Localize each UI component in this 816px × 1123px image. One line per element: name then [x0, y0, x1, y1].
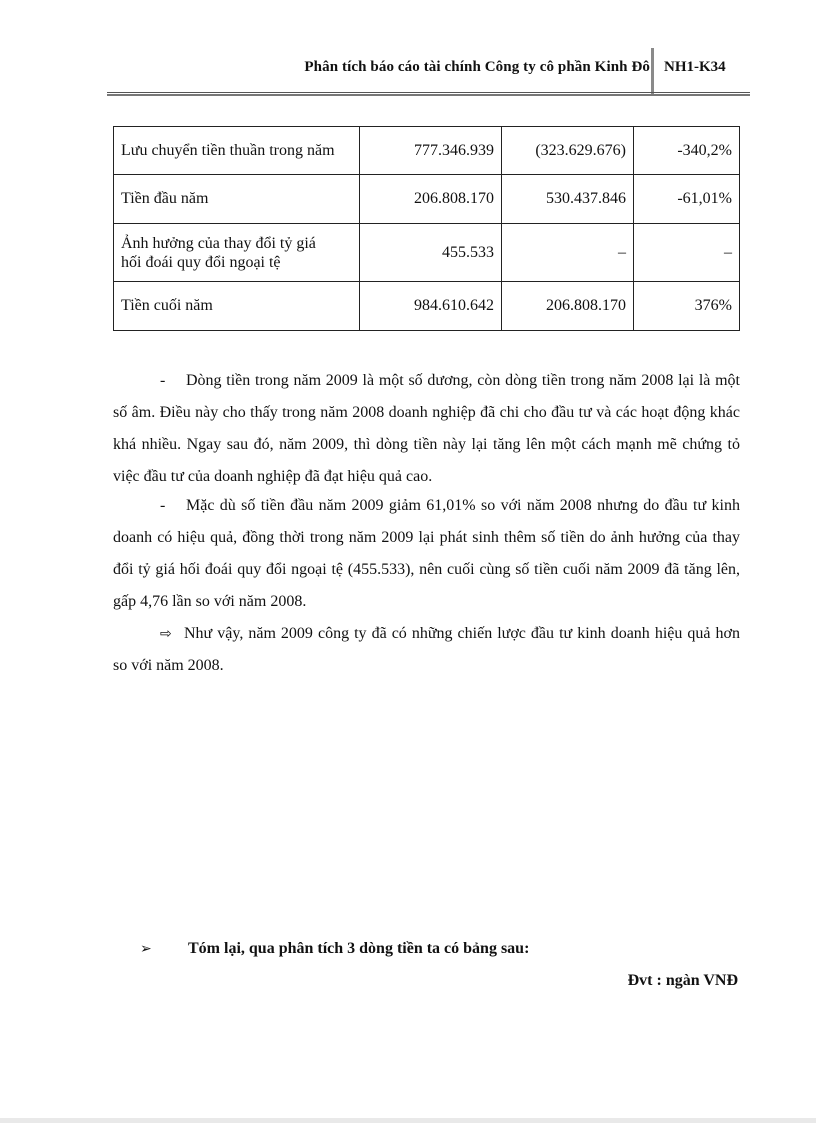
value-2008: – — [502, 224, 634, 282]
header-rule — [107, 92, 750, 96]
value-2008: (323.629.676) — [502, 127, 634, 175]
row-label — [114, 224, 360, 282]
row-label: Lưu chuyển tiền thuần trong năm — [114, 127, 360, 175]
row-label: Tiền cuối năm — [114, 282, 360, 331]
table-row — [114, 175, 740, 224]
change-percent: -340,2% — [634, 127, 740, 175]
change-percent: -61,01% — [634, 175, 740, 224]
dash-marker: - — [160, 497, 166, 514]
change-percent: 376% — [634, 282, 740, 331]
dash-marker: - — [160, 372, 166, 389]
arrow-icon: ⇨ — [160, 626, 172, 642]
unit-label: Đvt : ngàn VNĐ — [627, 972, 738, 989]
table-row — [114, 127, 740, 175]
value-2009: 984.610.642 — [360, 282, 502, 331]
arrowhead-bullet-icon: ➢ — [140, 941, 152, 957]
page-header — [107, 48, 750, 94]
paragraph-text: Dòng tiền trong năm 2009 là một số dương, còn dòng tiền trong năm 2008 lại là một số âm. Điều này cho thấy trong năm 2008 doanh nghiệp đã chi cho đầu tư và các hoạt động khác khá nhiều. Ngay sau đó, năm 2009, thì dòng tiền này lại tăng lên một cách mạnh mẽ chứng tỏ việc đầu tư của doanh nghiệp đã đạt hiệu quả cao. — [113, 372, 740, 485]
paragraph-beginning-cash — [113, 490, 740, 618]
row-label-line1: Ảnh hưởng của thay đổi tỷ giá — [121, 234, 316, 252]
paragraph-conclusion — [113, 618, 740, 682]
cash-flow-table — [113, 126, 740, 331]
table-row — [114, 282, 740, 331]
value-2008: 206.808.170 — [502, 282, 634, 331]
paragraph-text: Mặc dù số tiền đầu năm 2009 giảm 61,01% so với năm 2008 nhưng do đầu tư kinh doanh có hiệu quả, đồng thời trong năm 2009 lại phát sinh thêm số tiền do ảnh hưởng của thay đổi tỷ giá hối đoái quy đổi ngoại tệ (455.533), nên cuối cùng số tiền cuối năm 2009 đã tăng lên, gấp 4,76 lần so với năm 2008. — [113, 497, 740, 610]
value-2009: 206.808.170 — [360, 175, 502, 224]
row-label: Tiền đầu năm — [114, 175, 360, 224]
table-row — [114, 224, 740, 282]
page-bottom-edge — [0, 1118, 816, 1123]
row-label-line2: hối đoái quy đổi ngoại tệ — [121, 253, 281, 271]
value-2009: 777.346.939 — [360, 127, 502, 175]
paragraph-cash-flow — [113, 365, 740, 493]
paragraph-text: Như vậy, năm 2009 công ty đã có những chiến lược đầu tư kinh doanh hiệu quả hơn so với năm 2008. — [113, 625, 740, 674]
header-title: Phân tích báo cáo tài chính Công ty cô phần Kinh Đô — [304, 59, 650, 75]
header-separator — [651, 48, 654, 94]
summary-text: Tóm lại, qua phân tích 3 dòng tiền ta có bảng sau: — [188, 940, 530, 957]
change-percent: – — [634, 224, 740, 282]
summary-line — [140, 940, 529, 958]
header-code: NH1-K34 — [664, 59, 726, 75]
value-2008: 530.437.846 — [502, 175, 634, 224]
value-2009: 455.533 — [360, 224, 502, 282]
